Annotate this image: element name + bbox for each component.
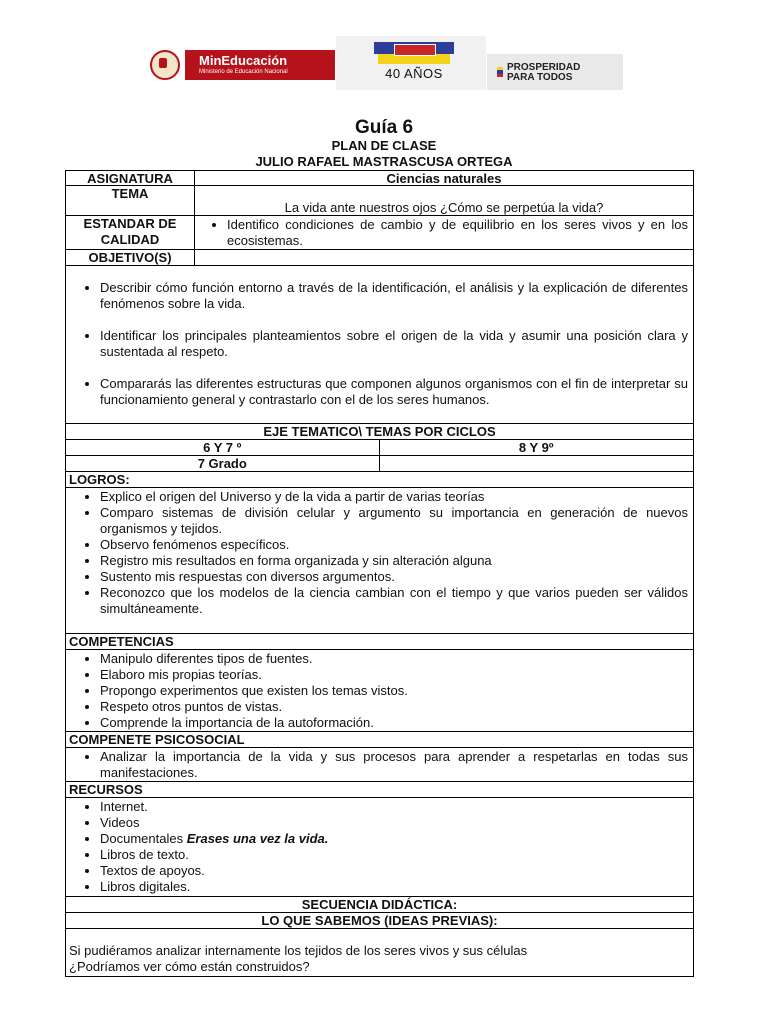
- ideas-previas-line1: Si pudiéramos analizar internamente los tejidos de los seres vivos y sus células: [69, 943, 528, 958]
- logro-item: • Comparo sistemas de división celular y argumento su importancia en generación de nuevos organismos y tejidos.: [100, 505, 693, 537]
- eje-cycle-8-9: 8 Y 9º: [518, 440, 554, 455]
- competencia-item: • Propongo experimentos que existen los temas vistos.: [100, 683, 693, 699]
- recurso-item: • Libros digitales.: [100, 879, 693, 895]
- logro-item: • Reconozco que los modelos de la ciencia cambian con el tiempo y que varios pueden ser válidos simultáneamente.: [100, 585, 693, 617]
- guide-title: Guía 6: [354, 117, 414, 138]
- logro-item: • Registro mis resultados en forma organizada y sin alteración alguna: [100, 553, 693, 569]
- plan-subtitle: PLAN DE CLASE: [331, 138, 437, 153]
- ministry-subtitle: Ministerio de Educación Nacional: [199, 69, 288, 75]
- tema-value: La vida ante nuestros ojos ¿Cómo se perpetúa la vida?: [284, 200, 604, 215]
- competencia-item: • Manipulo diferentes tipos de fuentes.: [100, 651, 693, 667]
- recursos-label: RECURSOS: [65, 782, 694, 798]
- recursos-list-row: [65, 798, 694, 897]
- estandar-row: [65, 216, 694, 250]
- recurso-item: • Libros de texto.: [100, 847, 693, 863]
- asignatura-row: [65, 170, 694, 186]
- colombia-seal-icon: [145, 49, 185, 81]
- eje-grado-row: [65, 456, 694, 472]
- psicosocial-label: COMPENETE PSICOSOCIAL: [65, 732, 694, 748]
- objetivo-item: • Describir cómo función entorno a través de la identificación, el análisis y la explicación de diferentes fenómenos sobre la vida.: [100, 280, 693, 312]
- prosperidad-logo: [487, 54, 623, 90]
- eje-title: EJE TEMATICO\ TEMAS POR CICLOS: [65, 424, 694, 440]
- recurso-item: • Internet.: [100, 799, 693, 815]
- recurso-documentales-label: Documentales: [100, 831, 184, 846]
- competencia-item: • Comprende la importancia de la autoformación.: [100, 715, 693, 731]
- objetivos-label: OBJETIVO(S): [66, 250, 195, 265]
- tema-row: [65, 186, 694, 216]
- anniversary-logo: [336, 36, 486, 90]
- colombia-flag-icon: [497, 67, 503, 77]
- estandar-label: ESTANDAR DE CALIDAD: [66, 216, 195, 249]
- competencias-list-row: [65, 650, 694, 732]
- logro-item: • Observo fenómenos específicos.: [100, 537, 693, 553]
- author-name: JULIO RAFAEL MASTRASCUSA ORTEGA: [255, 154, 513, 169]
- logros-list-row: [65, 488, 694, 634]
- eje-cycles-row: [65, 440, 694, 456]
- logro-item: • Explico el origen del Universo y de la vida a partir de varias teorías: [100, 489, 693, 505]
- objetivos-list-row: [65, 266, 694, 424]
- lesson-plan-table: [65, 170, 694, 977]
- recurso-item-documentales: [100, 831, 693, 847]
- eje-grado: 7 Grado: [66, 456, 380, 471]
- header-logos: [0, 36, 768, 94]
- secuencia-title: SECUENCIA DIDÁCTICA:: [65, 897, 694, 913]
- school-crest-icon: [374, 42, 454, 66]
- anniversary-text: 40 AÑOS: [385, 66, 443, 81]
- objetivo-item: • Compararás las diferentes estructuras que componen algunos organismos con el fin de interpretar su funcionamiento general y contrastarlo con el de los seres humanos.: [100, 376, 693, 408]
- logro-item: • Sustento mis respuestas con diversos argumentos.: [100, 569, 693, 585]
- prosperidad-line1: PROSPERIDAD: [507, 62, 581, 73]
- secuencia-subtitle: LO QUE SABEMOS (IDEAS PREVIAS):: [65, 913, 694, 929]
- mineducacion-logo: [145, 50, 335, 80]
- competencia-item: • Respeto otros puntos de vistas.: [100, 699, 693, 715]
- psicosocial-list-row: [65, 748, 694, 782]
- ideas-previas-row: [65, 929, 694, 977]
- objetivo-item: • Identificar los principales planteamientos sobre el origen de la vida y asumir una posición clara y sustentada al respeto.: [100, 328, 693, 360]
- recurso-item: • Textos de apoyos.: [100, 863, 693, 879]
- competencias-label: COMPETENCIAS: [65, 634, 694, 650]
- competencia-item: • Elaboro mis propias teorías.: [100, 667, 693, 683]
- ideas-previas-line2: ¿Podríamos ver cómo están construidos?: [69, 959, 310, 974]
- psicosocial-item: • Analizar la importancia de la vida y sus procesos para aprender a respetarlas en todas sus manifestaciones.: [100, 749, 693, 781]
- objetivos-row: [65, 250, 694, 266]
- asignatura-label: ASIGNATURA: [66, 171, 195, 185]
- documental-title: Erases una vez la vida.: [186, 831, 329, 846]
- estandar-item: • Identifico condiciones de cambio y de equilibrio en los seres vivos y en los ecosistemas.: [227, 217, 693, 249]
- prosperidad-line2: PARA TODOS: [507, 72, 573, 83]
- logros-label: LOGROS:: [65, 472, 694, 488]
- asignatura-value: Ciencias naturales: [386, 171, 502, 186]
- recurso-item: • Videos: [100, 815, 693, 831]
- ministry-title: MinEducación: [199, 53, 288, 68]
- tema-label: TEMA: [66, 186, 195, 215]
- eje-cycle-6-7: 6 Y 7 º: [66, 440, 380, 455]
